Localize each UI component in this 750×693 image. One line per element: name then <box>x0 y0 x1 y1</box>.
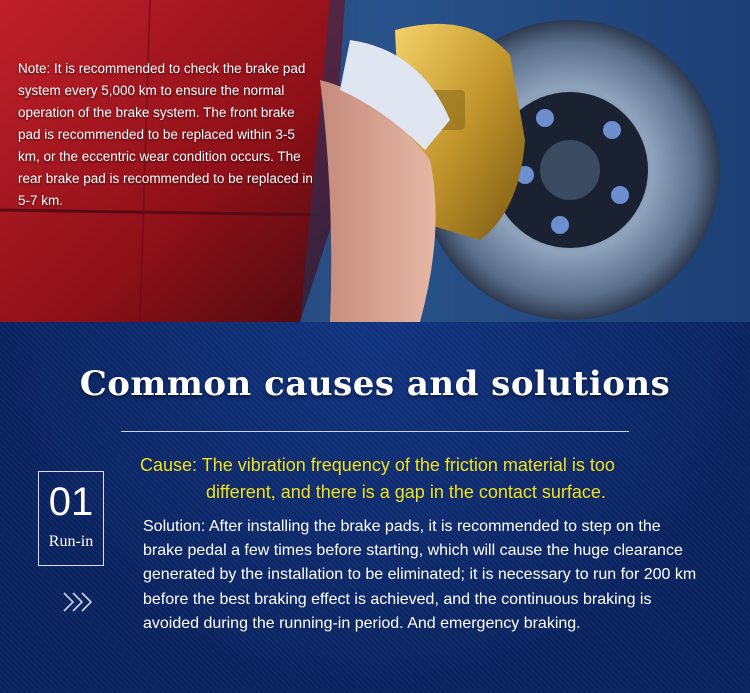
step-number: 01 <box>48 480 94 524</box>
section-title: Common causes and solutions <box>79 364 671 404</box>
causes-solutions-panel <box>0 322 750 693</box>
maintenance-note: Note: It is recommended to check the brake pad system every 5,000 km to ensure the normal operation of the brake system. The front brake pad is recommended to be replaced within 3-5 km, or the eccentric wear condition occurs. The rear brake pad is recommended to be replaced in 5-7 km. <box>18 61 313 208</box>
cause-text <box>140 452 700 506</box>
double-chevron-right-icon <box>60 590 100 614</box>
cause-label: Cause: <box>140 455 198 475</box>
step-badge <box>38 471 104 566</box>
cause-line-2: different, and there is a gap in the contact surface. <box>206 482 606 502</box>
hero-photo <box>0 0 750 322</box>
step-label: Run-in <box>48 533 94 550</box>
cause-line-1: The vibration frequency of the friction material is too <box>201 455 615 475</box>
solution-text: Solution: After installing the brake pads, it is recommended to step on the brake pedal a few times before starting, which will cause the huge clearance generated by the installation to be eliminated; it is necessary to run for 200 km before the best braking effect is achieved, and the continuous braking is avoided during the running-in period. And emergency braking. <box>143 518 697 632</box>
title-divider <box>121 431 629 432</box>
